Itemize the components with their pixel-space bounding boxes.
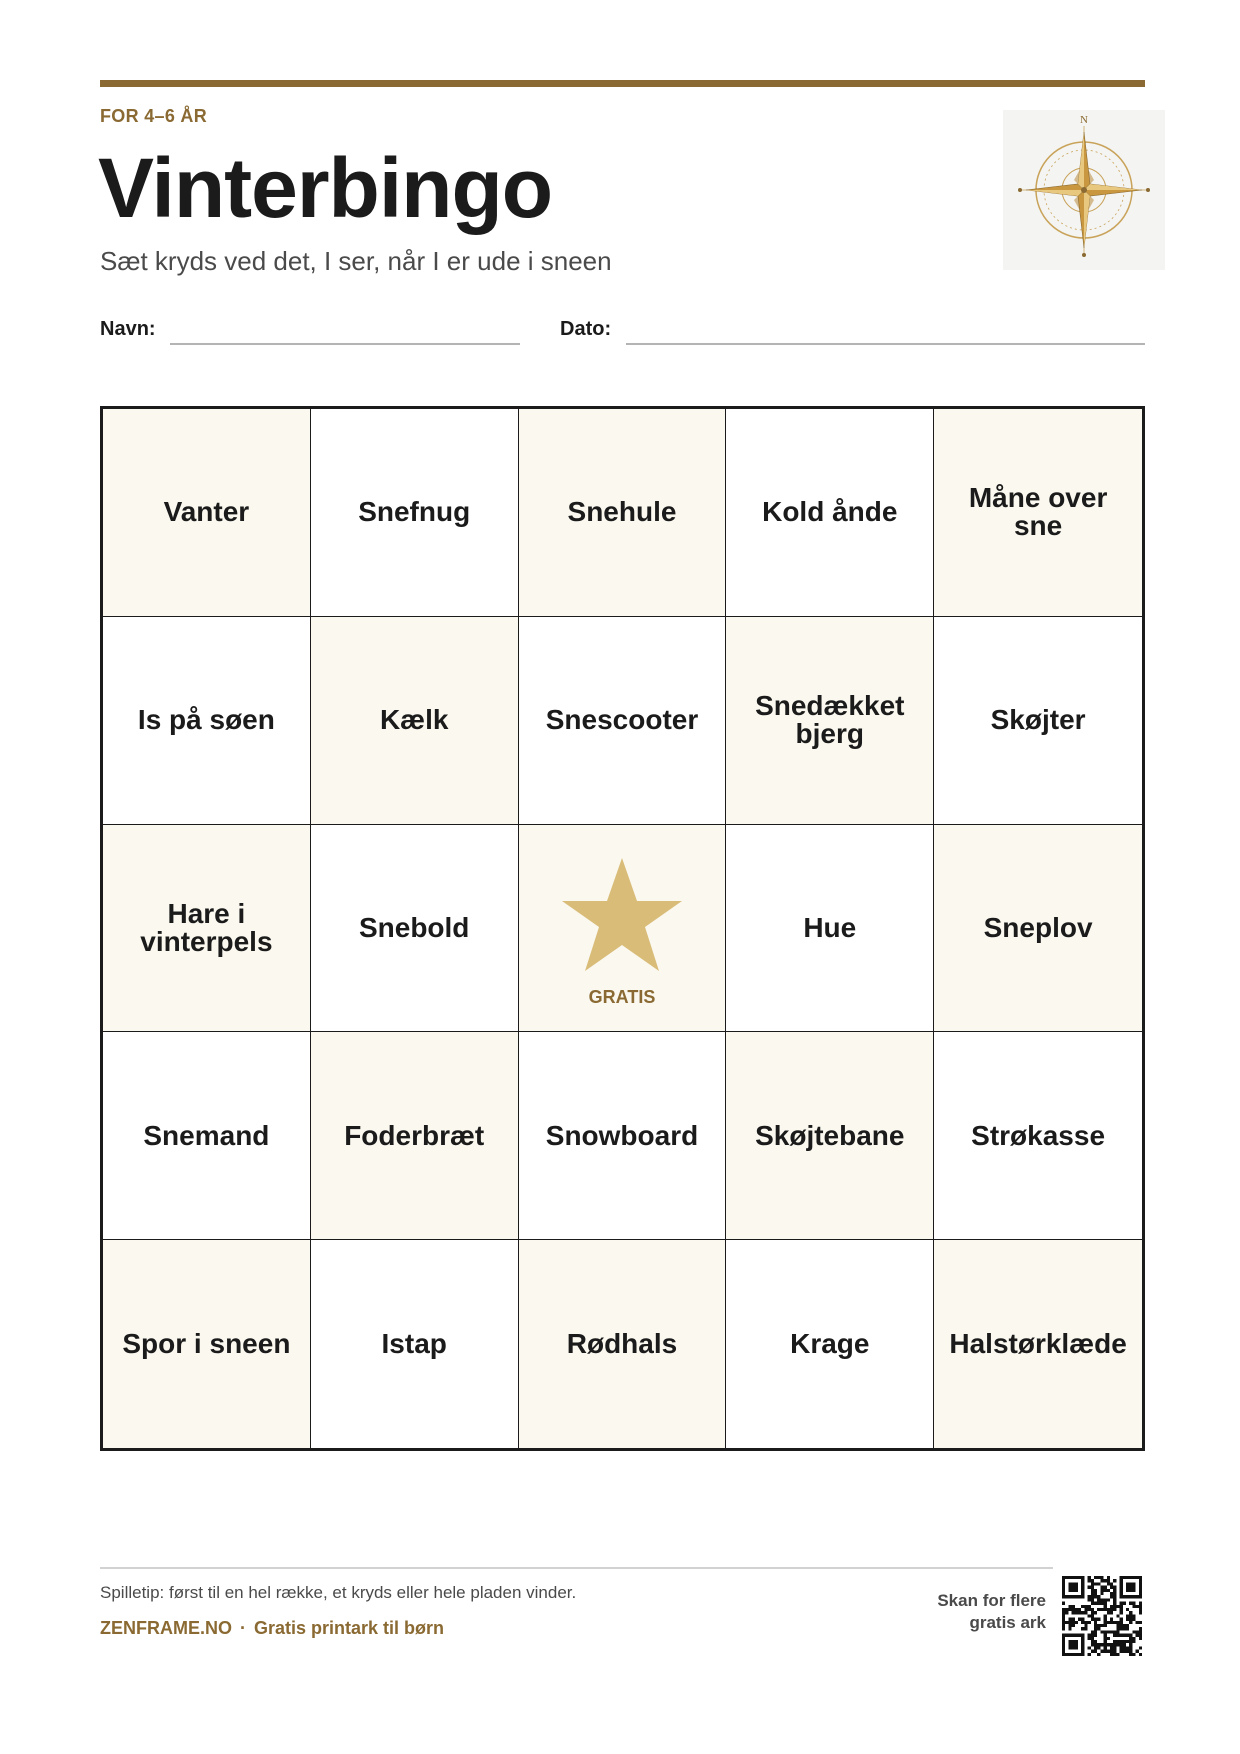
compass-north-label: N <box>1080 114 1088 126</box>
brand-separator: · <box>240 1618 246 1638</box>
bingo-cell[interactable]: Snemand <box>103 1032 311 1240</box>
bingo-cell[interactable]: Snedækket bjerg <box>726 617 934 825</box>
footer-brand <box>100 1618 444 1639</box>
bingo-grid <box>100 406 1145 1451</box>
site-link[interactable]: ZENFRAME.NO <box>100 1618 232 1638</box>
bingo-cell[interactable]: Strøkasse <box>934 1032 1142 1240</box>
bingo-cell[interactable]: Måne over sne <box>934 409 1142 617</box>
compass-rose-icon <box>1003 110 1165 270</box>
bingo-cell[interactable]: Kælk <box>311 617 519 825</box>
bingo-cell[interactable]: Is på søen <box>103 617 311 825</box>
tagline: Gratis printark til børn <box>254 1618 445 1638</box>
bingo-cell[interactable]: Hare i vinterpels <box>103 825 311 1033</box>
bingo-cell[interactable]: Snefnug <box>311 409 519 617</box>
bingo-cell[interactable]: Foderbræt <box>311 1032 519 1240</box>
free-label: GRATIS <box>588 986 656 1007</box>
date-field[interactable] <box>626 343 1145 345</box>
page-title: Vinterbingo <box>98 141 553 235</box>
bingo-cell[interactable]: Snowboard <box>519 1032 727 1240</box>
top-accent-bar <box>100 80 1145 87</box>
name-label: Navn: <box>100 318 156 340</box>
bingo-cell[interactable]: Skøjtebane <box>726 1032 934 1240</box>
bingo-cell[interactable]: Rødhals <box>519 1240 727 1448</box>
bingo-cell[interactable]: Krage <box>726 1240 934 1448</box>
bingo-cell[interactable]: Skøjter <box>934 617 1142 825</box>
bingo-cell[interactable]: Halstørklæde <box>934 1240 1142 1448</box>
bingo-cell[interactable]: Snescooter <box>519 617 727 825</box>
bingo-cell[interactable]: Vanter <box>103 409 311 617</box>
bingo-free-cell[interactable] <box>519 825 727 1033</box>
date-label: Dato: <box>560 318 612 340</box>
bingo-cell[interactable]: Hue <box>726 825 934 1033</box>
qr-code-icon[interactable] <box>1062 1576 1142 1656</box>
scan-line-2: gratis ark <box>969 1613 1046 1632</box>
bingo-cell[interactable]: Snehule <box>519 409 727 617</box>
scan-line-1: Skan for flere <box>937 1591 1046 1610</box>
game-tip: Spilletip: først til en hel række, et kryds eller hele pladen vinder. <box>100 1583 577 1602</box>
bingo-cell[interactable]: Istap <box>311 1240 519 1448</box>
page-subtitle: Sæt kryds ved det, I ser, når I er ude i sneen <box>100 246 612 276</box>
bingo-cell[interactable]: Spor i sneen <box>103 1240 311 1448</box>
scan-text <box>937 1590 1046 1634</box>
bingo-cell[interactable]: Sneplov <box>934 825 1142 1033</box>
bingo-cell[interactable]: Kold ånde <box>726 409 934 617</box>
footer-divider <box>100 1567 1053 1569</box>
age-label: FOR 4–6 ÅR <box>100 106 208 126</box>
star-icon <box>560 856 684 974</box>
name-field[interactable] <box>170 343 520 345</box>
bingo-cell[interactable]: Snebold <box>311 825 519 1033</box>
